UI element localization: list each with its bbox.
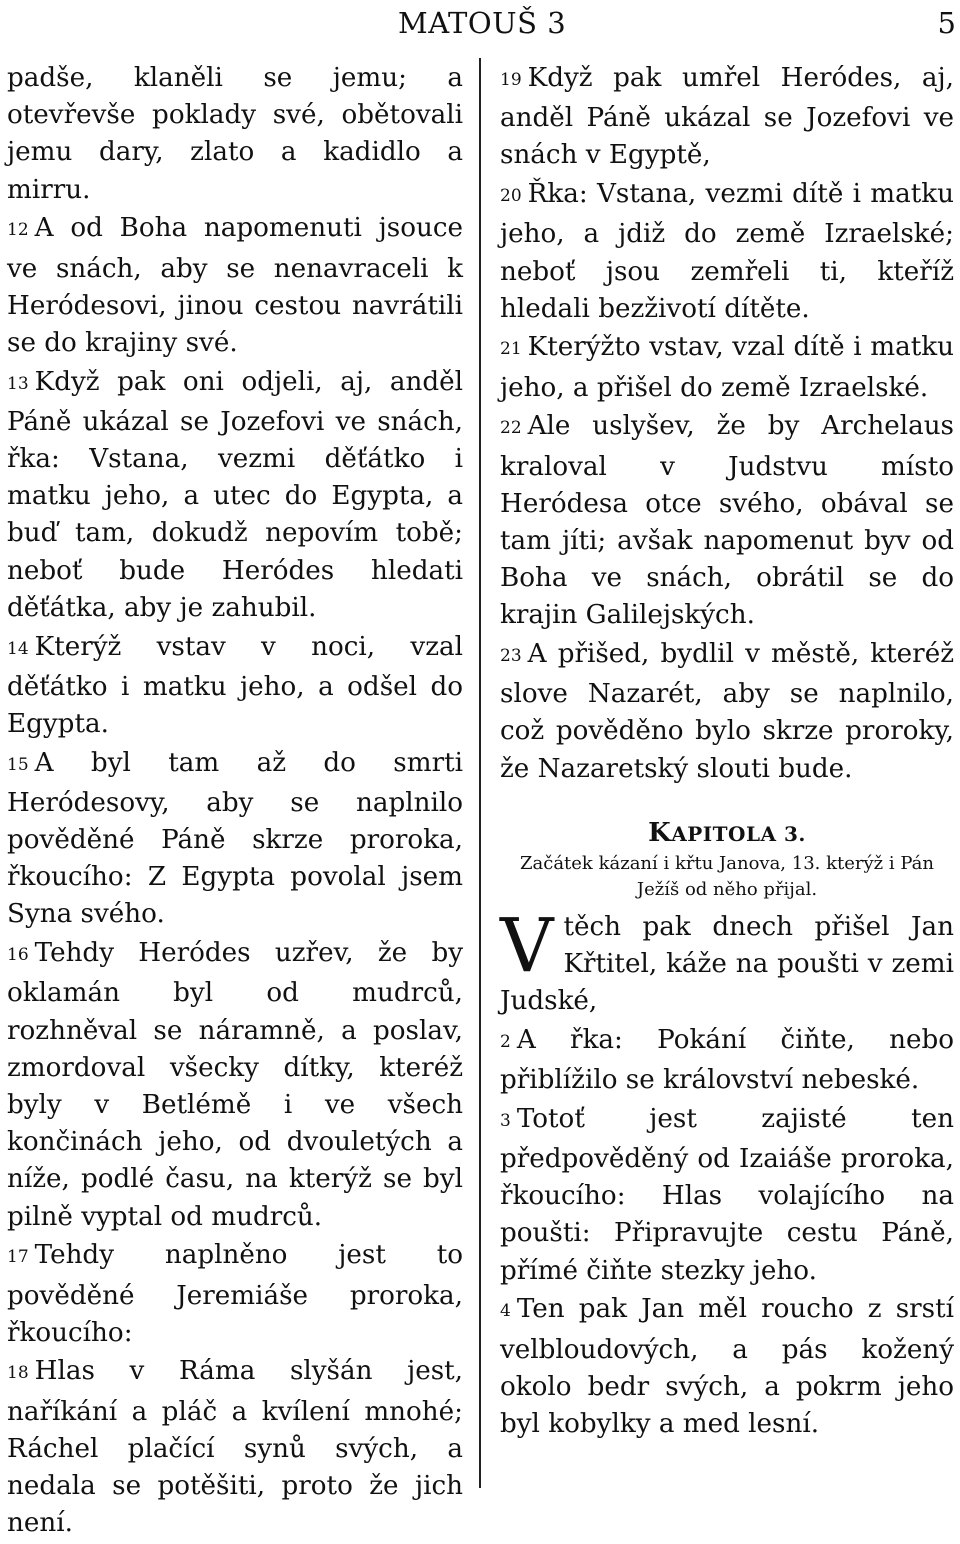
verse-number: 22	[500, 418, 522, 439]
verse-text: Tehdy naplněno jest to pověděné Jeremiáše proroka, řkoucího:	[7, 1240, 463, 1348]
verse-text: Kterýžto vstav, vzal dítě i matku jeho, a přišel do země Izraelské.	[500, 332, 954, 403]
verse-text: Hlas v Ráma slyšán jest, naříkání a pláč a kvílení mnohé; Ráchel plačící synů svých, a nedala se potěšiti, proto že jich není.	[7, 1356, 463, 1539]
verse-text: A přišed, bydlil v městě, kteréž slove Nazarét, aby se naplnilo, což pověděno bylo skrze proroky, že Nazaretský slouti bude.	[500, 639, 954, 784]
verse-text: Ten pak Jan měl roucho z srstí velbloudových, a pás kožený okolo bedr svých, a pokrm jeho byl kobylky a med lesní.	[500, 1294, 954, 1439]
verse-number: 15	[7, 754, 29, 775]
right-column	[500, 60, 954, 1445]
verse-number: 2	[500, 1031, 511, 1052]
column-divider	[479, 58, 481, 1488]
verse-2	[500, 1022, 954, 1099]
verse-text: A byl tam až do smrti Heródesovy, aby se naplnilo pověděné Páně skrze proroka, řkoucího: Z Egypta povolal jsem Syna svého.	[7, 747, 463, 930]
verse-number: 20	[500, 186, 522, 207]
verse-number: 23	[500, 646, 522, 667]
verse-1	[500, 902, 954, 1021]
verse-22	[500, 408, 954, 634]
verse-number: 21	[500, 339, 522, 360]
left-column	[7, 60, 463, 1544]
verse-13	[7, 364, 463, 627]
page-header	[0, 2, 960, 42]
verse-text: Tehdy Heródes uzřev, že by oklamán byl od mudrců, rozhněval se náramně, a poslav, zmordoval všecky dítky, kteréž byly v Betlémě i ve všech končinách jeho, od dvouletých a níže, podlé času, na kterýž se byl pilně vyptal od mudrců.	[7, 938, 463, 1232]
verse-23	[500, 636, 954, 788]
verse-text: Kterýž vstav v noci, vzal děťátko i matku jeho, a odšel do Egypta.	[7, 631, 463, 739]
verse-17	[7, 1237, 463, 1352]
verse-text: A řka: Pokání čiňte, nebo přiblížilo se království nebeské.	[500, 1024, 954, 1096]
verse-20	[500, 176, 954, 328]
verse-16	[7, 935, 463, 1236]
verse-14	[7, 629, 463, 744]
verse-text: Ale uslyšev, že by Archelaus kraloval v Judstvu místo Heródesa otce svého, obával se tam jíti; avšak napomenut byv od Boha ve snách, obrátil se do krajin Galilejských.	[500, 411, 954, 631]
verse-text: padše, klaněli se jemu; a otevřevše poklady své, obětovali jemu dary, zlato a kadidlo a mirru.	[7, 63, 463, 205]
chapter-title-initial: K	[648, 817, 672, 848]
chapter-heading	[500, 816, 954, 903]
verse-number: 3	[500, 1110, 511, 1131]
verse-number: 18	[7, 1363, 29, 1384]
verse-text: těch pak dnech přišel Jan Křtitel, káže na poušti v zemi Judské,	[500, 911, 954, 1017]
verse-number: 13	[7, 373, 29, 394]
verse-15	[7, 745, 463, 934]
verse-number: 19	[500, 70, 522, 90]
drop-cap: V	[500, 902, 554, 989]
page-number: 5	[937, 6, 956, 40]
verse-number: 4	[500, 1301, 511, 1322]
verse-number: 17	[7, 1247, 29, 1268]
verse-12	[7, 210, 463, 362]
chapter-summary: Začátek kázaní i křtu Janova, 13. kterýž i Pán Ježíš od něho přijal.	[520, 852, 934, 900]
verse-text: A od Boha napomenuti jsouce ve snách, aby se nenavraceli k Heródesovi, jinou cestou navrátili se do krajiny své.	[7, 213, 463, 358]
verse-text: Když pak umřel Heródes, aj, anděl Páně ukázal se Jozefovi ve snách v Egyptě,	[500, 63, 954, 171]
verse-19	[500, 60, 954, 175]
verse-number: 14	[7, 638, 29, 659]
verse-continuation	[7, 60, 463, 209]
verse-21	[500, 329, 954, 406]
verse-4	[500, 1291, 954, 1443]
verse-3	[500, 1101, 954, 1290]
verse-number: 12	[7, 220, 29, 241]
running-title: MATOUŠ 3	[398, 6, 567, 40]
verse-text: Totoť jest zajisté ten předpověděný od Izaiáše proroka, řkoucího: Hlas volajícího na poušti: Připravujte cestu Páně, přímé čiňte stezky jeho.	[500, 1103, 954, 1286]
verse-text: Řka: Vstana, vezmi dítě i matku jeho, a jdiž do země Izraelské; neboť jsou zemřeli ti, kteříž hledali bezživotí dítěte.	[500, 179, 954, 324]
verse-text: Když pak oni odjeli, aj, anděl Páně ukázal se Jozefovi ve snách, řka: Vstana, vezmi děťátko i matku jeho, a utec do Egypta, a buď tam, dokudž nepovím tobě; neboť bude Heródes hledati děťátka, aby je zahubil.	[7, 366, 463, 623]
verse-number: 16	[7, 945, 29, 966]
chapter-title-rest: APITOLA 3.	[671, 821, 806, 846]
verse-18	[7, 1353, 463, 1542]
chapter-title	[500, 816, 954, 851]
